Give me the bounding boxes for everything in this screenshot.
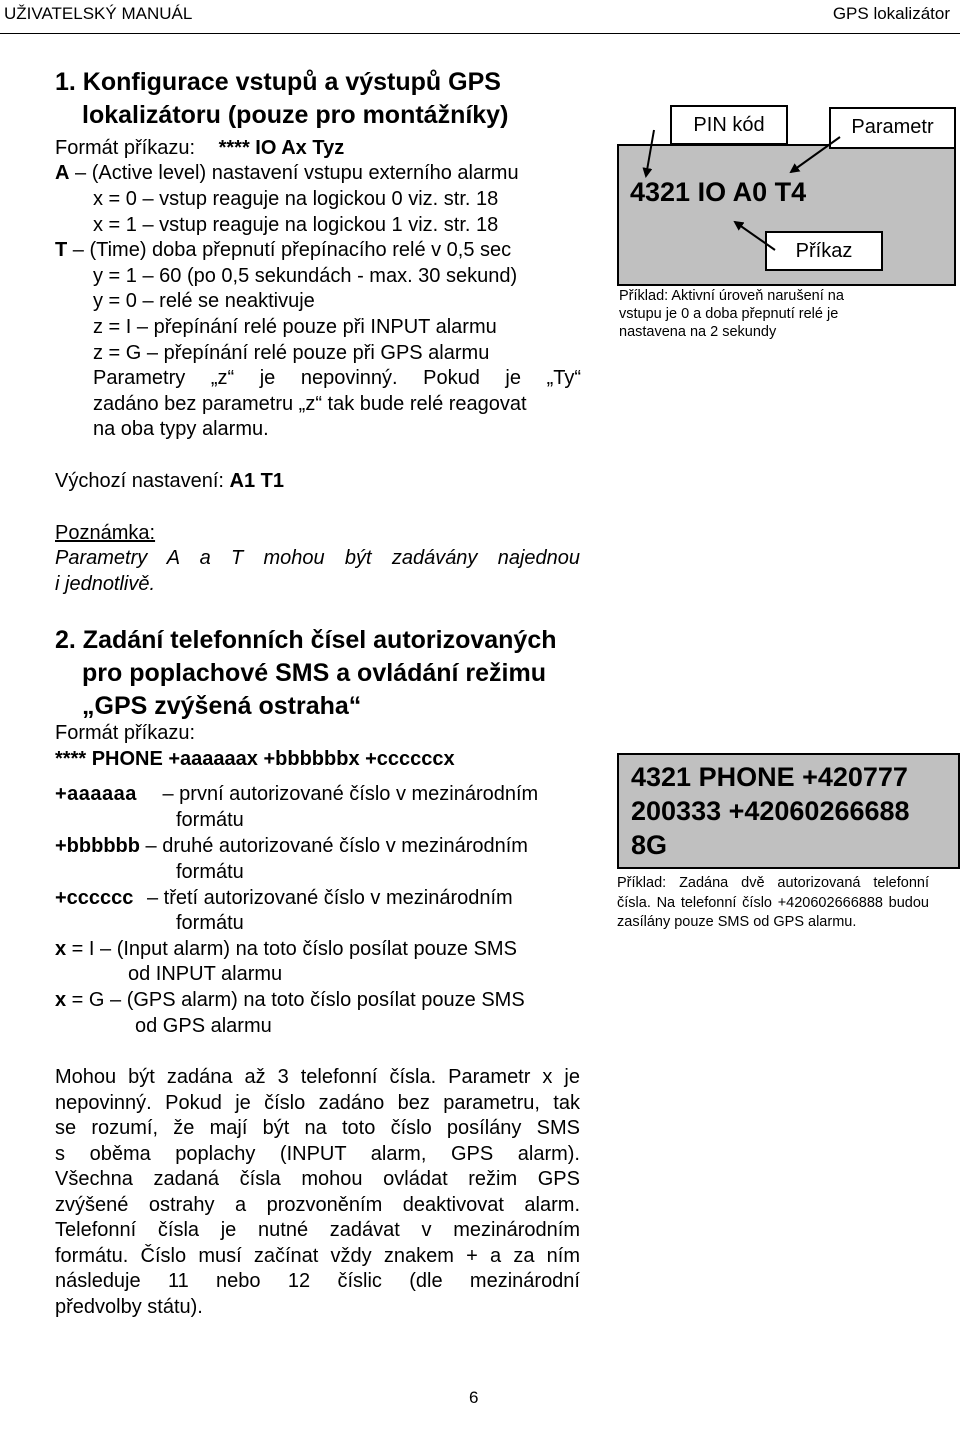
- xi-desc: = I – (Input alarm) na toto číslo posílat pouze SMS: [66, 938, 517, 960]
- phone-b-key: +bbbbbb: [55, 835, 140, 857]
- param-t-key: T: [55, 239, 68, 261]
- default-label: Výchozí nastavení:: [55, 470, 224, 492]
- zi-line: z = I – přepínání relé pouze při INPUT alarmu: [93, 316, 497, 338]
- phone-a-line: [55, 782, 538, 808]
- diagram2-example: Příklad: Zadána dvě autorizovaná telefonní čísla. Na telefonní číslo +420602666888 budou zasílány pouze SMS od GPS alarmu.: [617, 875, 929, 930]
- param-a-key: A: [55, 162, 70, 184]
- note-line2: i jednotlivě.: [55, 572, 156, 595]
- phone-b-desc: – druhé autorizované číslo v mezinárodním: [145, 835, 528, 857]
- phone-a-formatu: formátu: [176, 809, 244, 831]
- section2-title-line1: 2. Zadání telefonních čísel autorizovaných: [55, 626, 557, 654]
- default-value: A1 T1: [229, 470, 285, 492]
- parameter-label: Parametr: [829, 107, 956, 149]
- command2-line2: 200333 +42060266688: [631, 796, 910, 826]
- phone-c-key: +cccccc: [55, 887, 134, 909]
- phone-b-line: [55, 834, 528, 860]
- header-left: UŽIVATELSKÝ MANUÁL: [4, 4, 193, 23]
- phone-a-key: +aaaaaa: [55, 783, 137, 805]
- section2-format-label: Formát příkazu:: [55, 722, 196, 744]
- diagram1-example: [619, 287, 939, 341]
- header-right: GPS lokalizátor: [832, 4, 950, 23]
- param-note-line3: na oba typy alarmu.: [93, 418, 269, 440]
- note-label: Poznámka:: [55, 522, 156, 544]
- parameter-arrow: [791, 137, 840, 172]
- section2-title-line2: pro poplachové SMS a ovládání režimu: [82, 659, 546, 687]
- note-line1: Parametry A a T mohou být zadávány najednou: [55, 547, 580, 569]
- para-line: Telefonní čísla je nutné zadávat v mezinárodním: [55, 1219, 580, 1241]
- note-body: [55, 546, 580, 597]
- pin-arrow: [646, 130, 654, 176]
- param-t-desc: – (Time) doba přepnutí přepínacího relé v 0,5 sec: [67, 239, 512, 261]
- default-setting: [55, 469, 284, 495]
- xg-line: [55, 988, 525, 1014]
- example1-line1: Příklad: Aktivní úroveň narušení na: [619, 288, 844, 304]
- example1-line3: nastavena na 2 sekundy: [619, 324, 777, 340]
- section2-title-line3: „GPS zvýšená ostraha“: [82, 692, 362, 720]
- xg-desc: = G – (GPS alarm) na toto číslo posílat pouze SMS: [66, 989, 525, 1011]
- para-line: se rozumí, že mají být na toto číslo posílány SMS: [55, 1117, 580, 1139]
- para-line: formátu. Číslo musí začínat vždy znakem + a za ním: [55, 1244, 580, 1267]
- phone-c-desc: – třetí autorizované číslo v mezinárodním: [146, 887, 513, 909]
- command2-line1: 4321 PHONE +420777: [631, 762, 908, 792]
- x1-line: x = 1 – vstup reaguje na logickou 1 viz. str. 18: [93, 214, 499, 236]
- section2-format-value: **** PHONE +aaaaaax +bbbbbbx +ccccccx: [55, 748, 455, 770]
- section2-title: [55, 624, 557, 723]
- para-line: s oběma poplachy (INPUT alarm, GPS alarm).: [55, 1142, 580, 1165]
- format-label: Formát příkazu:: [55, 137, 196, 159]
- example1-line2: vstupu je 0 a doba přepnutí relé je: [619, 306, 839, 322]
- para-line: Všechna zadaná čísla mohou ovládat režim GPS: [55, 1168, 580, 1190]
- command-text-2: [631, 760, 910, 862]
- para-line: zvýšené ostrahy a prozvoněním deaktivovat alarm.: [55, 1193, 580, 1216]
- xi-line: [55, 937, 517, 963]
- section2-paragraph: [55, 1065, 580, 1320]
- para-line: předvolby státu).: [55, 1295, 203, 1318]
- para-line: Mohou být zadána až 3 telefonní čísla. Parametr x je: [55, 1066, 580, 1088]
- command-text-1: 4321 IO A0 T4: [630, 177, 807, 207]
- xg-cont: od GPS alarmu: [135, 1015, 272, 1037]
- param-note-line2: zadáno bez parametru „z“ tak bude relé reagovat: [93, 392, 527, 415]
- phone-c-formatu: formátu: [176, 912, 244, 934]
- phone-c-line: [55, 886, 513, 912]
- xi-cont: od INPUT alarmu: [128, 963, 283, 985]
- phone-b-formatu: formátu: [176, 861, 244, 883]
- title-line1-text: 1. Konfigurace vstupů a výstupů GPS: [55, 68, 501, 96]
- diagram1-arrows: [0, 0, 960, 300]
- y0-line: y = 0 – relé se neaktivuje: [93, 290, 315, 312]
- command2-line3: 8G: [631, 830, 668, 860]
- param-a-desc: – (Active level) nastavení vstupu externího alarmu: [69, 162, 519, 184]
- section1-title-line2: lokalizátoru (pouze pro montážníky): [82, 101, 509, 129]
- para-line: následuje 11 nebo 12 číslic (dle mezinárodní: [55, 1270, 580, 1292]
- x0-line: x = 0 – vstup reaguje na logickou 0 viz. str. 18: [93, 188, 499, 210]
- format-value: **** IO Ax Tyz: [218, 137, 345, 159]
- param-note: [93, 366, 581, 443]
- command-arrow: [735, 222, 775, 250]
- phone-a-desc: – první autorizované číslo v mezinárodním: [162, 783, 539, 805]
- zg-line: z = G – přepínání relé pouze při GPS alarmu: [93, 342, 490, 364]
- y1-line: y = 1 – 60 (po 0,5 sekundách - max. 30 sekund): [93, 265, 518, 287]
- page-number: 6: [469, 1388, 479, 1407]
- para-line: nepovinný. Pokud je číslo zadáno bez parametru, tak: [55, 1091, 580, 1114]
- xi-key: x: [55, 938, 67, 960]
- command-label: Příkaz: [765, 231, 883, 271]
- param-note-line1: Parametry „z“ je nepovinný. Pokud je „Ty“: [93, 367, 581, 389]
- xg-key: x: [55, 989, 67, 1011]
- pin-code-label: PIN kód: [670, 105, 788, 145]
